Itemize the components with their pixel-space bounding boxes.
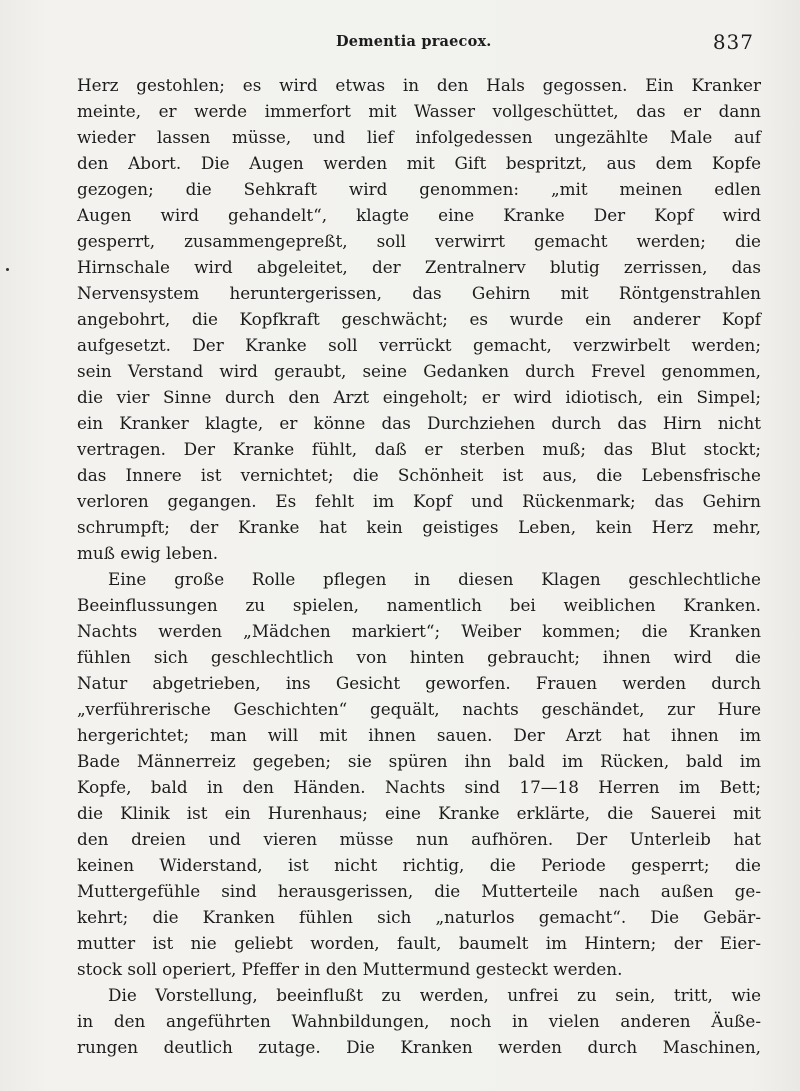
text-line: Herz gestohlen; es wird etwas in den Hals gegossen. Ein Kranker [77,75,761,95]
text-line: fühlen sich geschlechtlich von hinten gebraucht; ihnen wird die [77,647,761,667]
text-line: stock soll operiert, Pfeffer in den Muttermund gesteckt werden. [77,959,623,979]
text-line: die Klinik ist ein Hurenhaus; eine Kranke erklärte, die Sauerei mit [77,803,761,823]
text-line: rungen deutlich zutage. Die Kranken werden durch Maschinen, [77,1037,761,1057]
text-line: kehrt; die Kranken fühlen sich „naturlos gemacht“. Die Gebär- [77,907,761,927]
text-line: „verführerische Geschichten“ gequält, nachts geschändet, zur Hure [77,699,761,719]
body-text [77,72,761,1060]
text-line: gezogen; die Sehkraft wird genommen: „mit meinen edlen [77,179,761,199]
page-number: 837 [712,30,754,54]
paragraph [77,566,761,982]
paragraph [77,72,761,566]
text-line: Eine große Rolle pflegen in diesen Klagen geschlechtliche [108,569,761,589]
text-line: Die Vorstellung, beeinflußt zu werden, unfrei zu sein, tritt, wie [108,985,761,1005]
text-line: den dreien und vieren müsse nun aufhören. Der Unterleib hat [77,829,761,849]
text-line: verloren gegangen. Es fehlt im Kopf und Rückenmark; das Gehirn [77,491,761,511]
text-line: ein Kranker klagte, er könne das Durchziehen durch das Hirn nicht [77,413,761,433]
running-header [0,30,800,60]
text-line: Augen wird gehandelt“, klagte eine Kranke Der Kopf wird [77,205,761,225]
text-line: muß ewig leben. [77,543,219,563]
text-line: mutter ist nie geliebt worden, fault, baumelt im Hintern; der Eier- [77,933,761,953]
text-line: in den angeführten Wahnbildungen, noch in vielen anderen Äuße- [77,1011,761,1031]
text-line: Natur abgetrieben, ins Gesicht geworfen. Frauen werden durch [77,673,761,693]
text-line: meinte, er werde immerfort mit Wasser vollgeschüttet, das er dann [77,101,761,121]
text-line: Hirnschale wird abgeleitet, der Zentralnerv blutig zerrissen, das [77,257,761,277]
running-title: Dementia praecox. [336,33,492,50]
text-line: den Abort. Die Augen werden mit Gift bespritzt, aus dem Kopfe [77,153,761,173]
text-line: sein Verstand wird geraubt, seine Gedanken durch Frevel genommen, [77,361,761,381]
text-line: gesperrt, zusammengepreßt, soll verwirrt gemacht werden; die [77,231,761,251]
text-line: vertragen. Der Kranke fühlt, daß er sterben muß; das Blut stockt; [77,439,761,459]
text-line: keinen Widerstand, ist nicht richtig, die Periode gesperrt; die [77,855,761,875]
text-line: das Innere ist vernichtet; die Schönheit ist aus, die Lebensfrische [77,465,761,485]
text-line: angebohrt, die Kopfkraft geschwächt; es wurde ein anderer Kopf [77,309,761,329]
margin-dot [6,268,9,271]
paragraph [77,982,761,1060]
text-line: Nachts werden „Mädchen markiert“; Weiber kommen; die Kranken [77,621,761,641]
text-line: Nervensystem heruntergerissen, das Gehirn mit Röntgenstrahlen [77,283,761,303]
text-line: Beeinflussungen zu spielen, namentlich bei weiblichen Kranken. [77,595,761,615]
text-line: wieder lassen müsse, und lief infolgedessen ungezählte Male auf [77,127,761,147]
text-line: Muttergefühle sind herausgerissen, die Mutterteile nach außen ge- [77,881,761,901]
text-line: schrumpft; der Kranke hat kein geistiges Leben, kein Herz mehr, [77,517,761,537]
text-line: hergerichtet; man will mit ihnen sauen. Der Arzt hat ihnen im [77,725,761,745]
text-line: Bade Männerreiz gegeben; sie spüren ihn bald im Rücken, bald im [77,751,761,771]
text-line: Kopfe, bald in den Händen. Nachts sind 17—18 Herren im Bett; [77,777,761,797]
text-line: die vier Sinne durch den Arzt eingeholt; er wird idiotisch, ein Simpel; [77,387,761,407]
text-line: aufgesetzt. Der Kranke soll verrückt gemacht, verzwirbelt werden; [77,335,761,355]
